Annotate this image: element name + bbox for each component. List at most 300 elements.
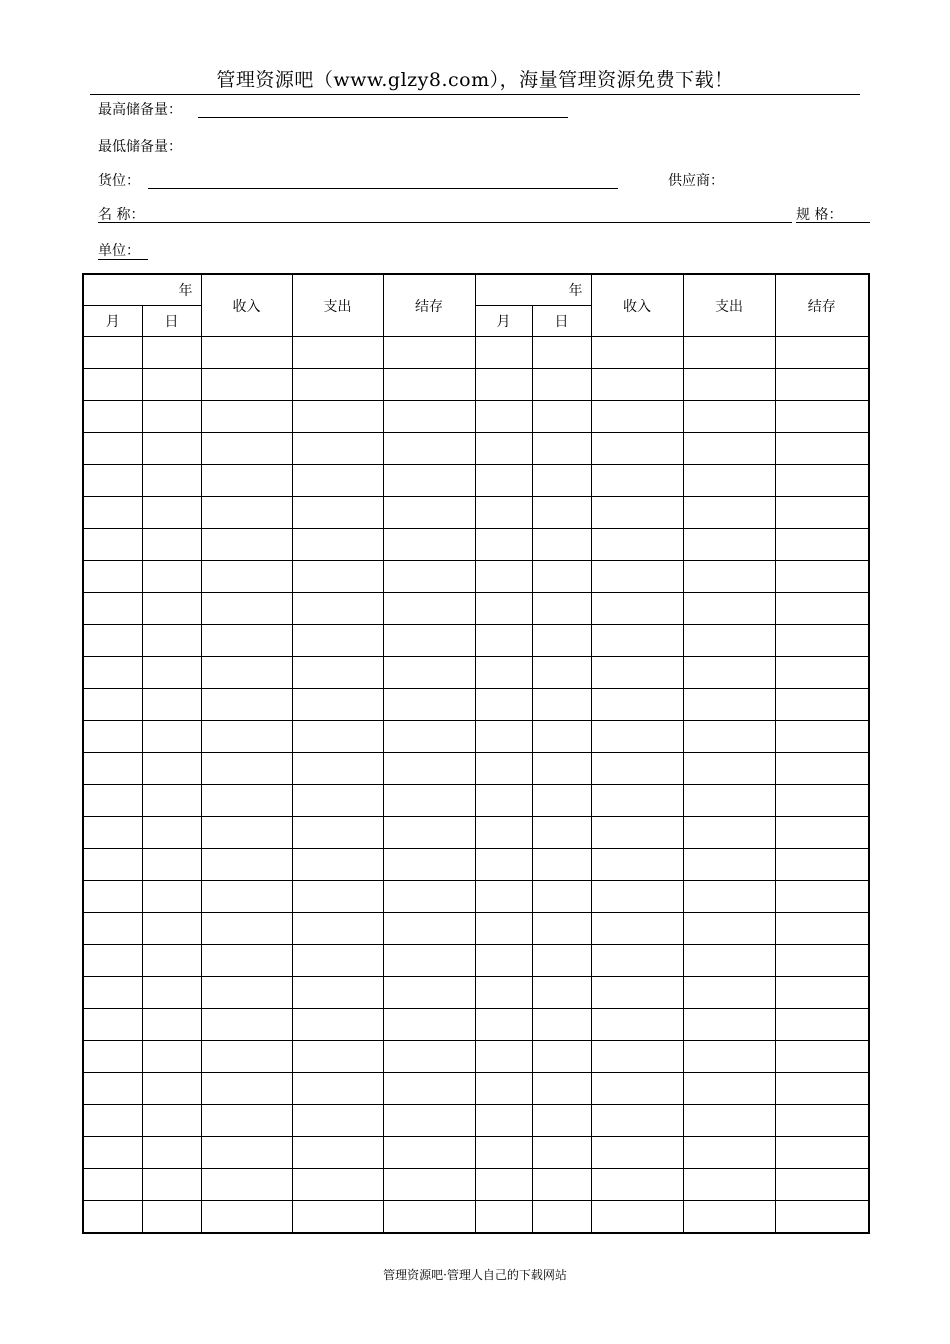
balance-cell[interactable] [775, 753, 869, 785]
income-cell[interactable] [201, 433, 292, 465]
day-cell[interactable] [142, 433, 201, 465]
expense-cell[interactable] [292, 593, 383, 625]
income-cell[interactable] [201, 945, 292, 977]
day-cell[interactable] [532, 785, 591, 817]
balance-cell[interactable] [383, 721, 475, 753]
income-cell[interactable] [201, 561, 292, 593]
income-cell[interactable] [591, 1009, 683, 1041]
balance-cell[interactable] [775, 529, 869, 561]
expense-cell[interactable] [683, 977, 775, 1009]
month-cell[interactable] [83, 1169, 142, 1201]
month-cell[interactable] [83, 433, 142, 465]
income-cell[interactable] [591, 433, 683, 465]
day-cell[interactable] [142, 465, 201, 497]
balance-header-right: 结存 [775, 274, 869, 337]
table-row [83, 1201, 869, 1234]
month-cell[interactable] [475, 1009, 532, 1041]
income-header-left: 收入 [201, 274, 292, 337]
expense-cell[interactable] [292, 1073, 383, 1105]
month-cell[interactable] [83, 561, 142, 593]
expense-cell[interactable] [292, 689, 383, 721]
balance-cell[interactable] [775, 1105, 869, 1137]
income-cell[interactable] [201, 881, 292, 913]
income-cell[interactable] [591, 1169, 683, 1201]
day-cell[interactable] [142, 1201, 201, 1234]
day-cell[interactable] [532, 529, 591, 561]
table-row [83, 529, 869, 561]
income-cell[interactable] [201, 977, 292, 1009]
expense-cell[interactable] [292, 849, 383, 881]
day-cell[interactable] [142, 977, 201, 1009]
month-cell[interactable] [83, 1201, 142, 1234]
month-cell[interactable] [83, 369, 142, 401]
expense-cell[interactable] [292, 1201, 383, 1234]
expense-cell[interactable] [683, 849, 775, 881]
expense-cell[interactable] [683, 401, 775, 433]
expense-cell[interactable] [683, 1201, 775, 1234]
month-cell[interactable] [83, 657, 142, 689]
month-cell[interactable] [83, 977, 142, 1009]
expense-cell[interactable] [292, 561, 383, 593]
month-cell[interactable] [475, 401, 532, 433]
month-cell[interactable] [83, 401, 142, 433]
income-cell[interactable] [201, 1169, 292, 1201]
expense-cell[interactable] [292, 433, 383, 465]
balance-cell[interactable] [383, 401, 475, 433]
income-cell[interactable] [201, 369, 292, 401]
expense-cell[interactable] [683, 561, 775, 593]
balance-cell[interactable] [383, 529, 475, 561]
month-cell[interactable] [475, 1137, 532, 1169]
expense-cell[interactable] [683, 657, 775, 689]
expense-cell[interactable] [292, 1137, 383, 1169]
day-cell[interactable] [142, 1137, 201, 1169]
day-cell[interactable] [532, 561, 591, 593]
balance-cell[interactable] [775, 593, 869, 625]
income-cell[interactable] [591, 817, 683, 849]
income-cell[interactable] [201, 849, 292, 881]
balance-cell[interactable] [383, 369, 475, 401]
balance-cell[interactable] [383, 785, 475, 817]
balance-cell[interactable] [775, 625, 869, 657]
income-cell[interactable] [201, 785, 292, 817]
day-cell[interactable] [532, 817, 591, 849]
month-cell[interactable] [475, 465, 532, 497]
balance-cell[interactable] [383, 753, 475, 785]
month-cell[interactable] [83, 913, 142, 945]
balance-cell[interactable] [775, 913, 869, 945]
income-cell[interactable] [201, 753, 292, 785]
day-cell[interactable] [532, 977, 591, 1009]
unit-label: 单位： [98, 243, 140, 259]
day-cell[interactable] [142, 849, 201, 881]
expense-cell[interactable] [292, 369, 383, 401]
expense-cell[interactable] [683, 1105, 775, 1137]
name-line [98, 222, 792, 223]
income-cell[interactable] [201, 1105, 292, 1137]
expense-cell[interactable] [683, 529, 775, 561]
month-cell[interactable] [83, 337, 142, 369]
expense-cell[interactable] [292, 465, 383, 497]
expense-cell[interactable] [292, 945, 383, 977]
income-cell[interactable] [201, 625, 292, 657]
balance-cell[interactable] [383, 1201, 475, 1234]
balance-cell[interactable] [775, 1009, 869, 1041]
table-row [83, 593, 869, 625]
month-cell[interactable] [83, 721, 142, 753]
day-cell[interactable] [532, 753, 591, 785]
month-cell[interactable] [475, 369, 532, 401]
balance-cell[interactable] [383, 849, 475, 881]
min-stock-label: 最低储备量： [98, 139, 182, 155]
day-cell[interactable] [532, 1137, 591, 1169]
income-cell[interactable] [201, 913, 292, 945]
day-cell[interactable] [532, 689, 591, 721]
month-cell[interactable] [83, 593, 142, 625]
month-cell[interactable] [475, 689, 532, 721]
month-cell[interactable] [83, 1009, 142, 1041]
income-cell[interactable] [201, 1009, 292, 1041]
balance-cell[interactable] [383, 1073, 475, 1105]
month-cell[interactable] [475, 1073, 532, 1105]
month-cell[interactable] [475, 977, 532, 1009]
month-cell[interactable] [475, 625, 532, 657]
balance-cell[interactable] [383, 433, 475, 465]
balance-cell[interactable] [383, 1009, 475, 1041]
expense-cell[interactable] [683, 817, 775, 849]
day-cell[interactable] [532, 1073, 591, 1105]
expense-cell[interactable] [292, 785, 383, 817]
day-cell[interactable] [142, 529, 201, 561]
day-cell[interactable] [532, 465, 591, 497]
balance-cell[interactable] [775, 785, 869, 817]
expense-cell[interactable] [292, 497, 383, 529]
income-cell[interactable] [201, 657, 292, 689]
day-cell[interactable] [142, 1073, 201, 1105]
balance-cell[interactable] [383, 657, 475, 689]
expense-cell[interactable] [683, 369, 775, 401]
day-cell[interactable] [532, 1201, 591, 1234]
income-cell[interactable] [201, 817, 292, 849]
day-cell[interactable] [142, 913, 201, 945]
balance-cell[interactable] [383, 1137, 475, 1169]
expense-cell[interactable] [292, 337, 383, 369]
expense-cell[interactable] [683, 625, 775, 657]
month-cell[interactable] [475, 337, 532, 369]
expense-cell[interactable] [683, 337, 775, 369]
expense-cell[interactable] [292, 1169, 383, 1201]
income-cell[interactable] [591, 721, 683, 753]
day-cell[interactable] [142, 1169, 201, 1201]
income-cell[interactable] [591, 1073, 683, 1105]
income-cell[interactable] [591, 1041, 683, 1073]
balance-cell[interactable] [383, 945, 475, 977]
income-cell[interactable] [591, 369, 683, 401]
expense-cell[interactable] [292, 401, 383, 433]
month-cell[interactable] [475, 593, 532, 625]
month-cell[interactable] [475, 817, 532, 849]
month-cell[interactable] [83, 465, 142, 497]
day-cell[interactable] [142, 1009, 201, 1041]
day-cell[interactable] [142, 721, 201, 753]
income-cell[interactable] [201, 529, 292, 561]
table-row [83, 465, 869, 497]
month-cell[interactable] [475, 657, 532, 689]
income-cell[interactable] [591, 561, 683, 593]
balance-cell[interactable] [775, 977, 869, 1009]
day-cell[interactable] [532, 881, 591, 913]
expense-header-left: 支出 [292, 274, 383, 337]
balance-cell[interactable] [775, 721, 869, 753]
balance-cell[interactable] [383, 337, 475, 369]
expense-cell[interactable] [292, 1009, 383, 1041]
balance-cell[interactable] [383, 689, 475, 721]
expense-cell[interactable] [683, 593, 775, 625]
expense-cell[interactable] [683, 881, 775, 913]
day-cell[interactable] [532, 945, 591, 977]
month-cell[interactable] [475, 881, 532, 913]
day-cell[interactable] [532, 1105, 591, 1137]
balance-cell[interactable] [775, 657, 869, 689]
balance-cell[interactable] [775, 1201, 869, 1234]
balance-cell[interactable] [775, 945, 869, 977]
income-cell[interactable] [591, 1137, 683, 1169]
income-cell[interactable] [201, 1041, 292, 1073]
day-cell[interactable] [532, 721, 591, 753]
income-cell[interactable] [591, 337, 683, 369]
month-cell[interactable] [475, 849, 532, 881]
income-cell[interactable] [201, 1073, 292, 1105]
income-cell[interactable] [591, 1105, 683, 1137]
day-cell[interactable] [142, 401, 201, 433]
expense-cell[interactable] [683, 1073, 775, 1105]
day-cell[interactable] [142, 497, 201, 529]
day-cell[interactable] [142, 1105, 201, 1137]
spec-line [796, 222, 870, 223]
month-cell[interactable] [83, 817, 142, 849]
table-row [83, 401, 869, 433]
day-cell[interactable] [142, 337, 201, 369]
income-cell[interactable] [591, 881, 683, 913]
expense-cell[interactable] [683, 465, 775, 497]
day-cell[interactable] [532, 497, 591, 529]
expense-cell[interactable] [683, 433, 775, 465]
day-cell[interactable] [532, 1009, 591, 1041]
month-cell[interactable] [83, 497, 142, 529]
month-header-left: 月 [83, 306, 142, 337]
day-cell[interactable] [142, 593, 201, 625]
expense-cell[interactable] [683, 753, 775, 785]
max-stock-line [198, 117, 568, 118]
month-cell[interactable] [475, 1105, 532, 1137]
balance-cell[interactable] [383, 817, 475, 849]
month-cell[interactable] [83, 1105, 142, 1137]
income-cell[interactable] [591, 657, 683, 689]
income-cell[interactable] [591, 465, 683, 497]
expense-cell[interactable] [683, 689, 775, 721]
income-cell[interactable] [201, 721, 292, 753]
month-cell[interactable] [83, 785, 142, 817]
day-cell[interactable] [532, 849, 591, 881]
month-cell[interactable] [475, 497, 532, 529]
month-cell[interactable] [475, 529, 532, 561]
balance-cell[interactable] [383, 465, 475, 497]
balance-cell[interactable] [383, 977, 475, 1009]
balance-cell[interactable] [383, 625, 475, 657]
day-cell[interactable] [142, 945, 201, 977]
expense-cell[interactable] [292, 657, 383, 689]
income-cell[interactable] [201, 593, 292, 625]
year-header-left: 年 [83, 274, 201, 306]
expense-cell[interactable] [683, 721, 775, 753]
income-cell[interactable] [201, 497, 292, 529]
expense-cell[interactable] [683, 1137, 775, 1169]
day-cell[interactable] [142, 369, 201, 401]
balance-cell[interactable] [383, 913, 475, 945]
income-cell[interactable] [201, 401, 292, 433]
income-cell[interactable] [201, 465, 292, 497]
month-cell[interactable] [83, 1137, 142, 1169]
day-cell[interactable] [142, 881, 201, 913]
expense-cell[interactable] [292, 753, 383, 785]
table-row [83, 945, 869, 977]
income-cell[interactable] [591, 401, 683, 433]
balance-cell[interactable] [383, 881, 475, 913]
day-cell[interactable] [142, 561, 201, 593]
expense-cell[interactable] [683, 497, 775, 529]
table-header-row-1 [83, 274, 869, 306]
month-cell[interactable] [475, 721, 532, 753]
day-cell[interactable] [532, 657, 591, 689]
month-cell[interactable] [475, 1201, 532, 1234]
month-cell[interactable] [83, 945, 142, 977]
balance-cell[interactable] [775, 337, 869, 369]
expense-cell[interactable] [292, 817, 383, 849]
day-cell[interactable] [142, 753, 201, 785]
day-cell[interactable] [142, 1041, 201, 1073]
income-cell[interactable] [591, 785, 683, 817]
day-cell[interactable] [532, 401, 591, 433]
day-cell[interactable] [142, 625, 201, 657]
month-cell[interactable] [83, 689, 142, 721]
month-cell[interactable] [83, 753, 142, 785]
balance-cell[interactable] [383, 497, 475, 529]
income-cell[interactable] [591, 593, 683, 625]
month-cell[interactable] [475, 945, 532, 977]
table-row [83, 369, 869, 401]
income-cell[interactable] [591, 849, 683, 881]
expense-cell[interactable] [292, 1041, 383, 1073]
month-cell[interactable] [475, 433, 532, 465]
month-cell[interactable] [475, 753, 532, 785]
income-cell[interactable] [591, 977, 683, 1009]
day-cell[interactable] [142, 817, 201, 849]
day-cell[interactable] [532, 337, 591, 369]
balance-cell[interactable] [775, 1137, 869, 1169]
balance-cell[interactable] [775, 817, 869, 849]
expense-cell[interactable] [683, 1009, 775, 1041]
income-cell[interactable] [591, 753, 683, 785]
income-cell[interactable] [591, 625, 683, 657]
balance-cell[interactable] [383, 1041, 475, 1073]
month-cell[interactable] [475, 1041, 532, 1073]
expense-cell[interactable] [683, 785, 775, 817]
balance-cell[interactable] [775, 465, 869, 497]
month-cell[interactable] [83, 881, 142, 913]
day-cell[interactable] [532, 913, 591, 945]
month-cell[interactable] [475, 1169, 532, 1201]
expense-cell[interactable] [292, 977, 383, 1009]
month-cell[interactable] [475, 913, 532, 945]
balance-cell[interactable] [775, 1169, 869, 1201]
day-cell[interactable] [142, 785, 201, 817]
day-cell[interactable] [142, 657, 201, 689]
balance-cell[interactable] [775, 561, 869, 593]
income-cell[interactable] [201, 689, 292, 721]
expense-cell[interactable] [292, 1105, 383, 1137]
balance-cell[interactable] [775, 497, 869, 529]
day-cell[interactable] [532, 1041, 591, 1073]
balance-cell[interactable] [775, 689, 869, 721]
month-cell[interactable] [83, 1073, 142, 1105]
expense-cell[interactable] [683, 945, 775, 977]
month-cell[interactable] [83, 529, 142, 561]
month-cell[interactable] [83, 625, 142, 657]
income-cell[interactable] [201, 1201, 292, 1234]
income-cell[interactable] [201, 337, 292, 369]
month-cell[interactable] [475, 561, 532, 593]
day-cell[interactable] [532, 369, 591, 401]
max-stock-label: 最高储备量： [98, 102, 182, 118]
income-cell[interactable] [591, 1201, 683, 1234]
balance-cell[interactable] [775, 369, 869, 401]
balance-cell[interactable] [383, 1169, 475, 1201]
income-cell[interactable] [591, 913, 683, 945]
income-cell[interactable] [591, 689, 683, 721]
day-cell[interactable] [532, 625, 591, 657]
balance-cell[interactable] [383, 561, 475, 593]
day-cell[interactable] [142, 689, 201, 721]
balance-cell[interactable] [775, 433, 869, 465]
balance-cell[interactable] [775, 1073, 869, 1105]
month-cell[interactable] [83, 849, 142, 881]
expense-cell[interactable] [683, 1041, 775, 1073]
month-cell[interactable] [475, 785, 532, 817]
month-cell[interactable] [83, 1041, 142, 1073]
expense-cell[interactable] [683, 1169, 775, 1201]
expense-cell[interactable] [292, 529, 383, 561]
balance-cell[interactable] [383, 593, 475, 625]
income-cell[interactable] [591, 497, 683, 529]
expense-cell[interactable] [292, 625, 383, 657]
expense-cell[interactable] [292, 881, 383, 913]
expense-cell[interactable] [292, 721, 383, 753]
day-cell[interactable] [532, 1169, 591, 1201]
income-cell[interactable] [201, 1137, 292, 1169]
balance-cell[interactable] [775, 849, 869, 881]
income-cell[interactable] [591, 529, 683, 561]
balance-cell[interactable] [775, 401, 869, 433]
day-cell[interactable] [532, 593, 591, 625]
expense-cell[interactable] [683, 913, 775, 945]
balance-header-left: 结存 [383, 274, 475, 337]
balance-cell[interactable] [775, 1041, 869, 1073]
day-cell[interactable] [532, 433, 591, 465]
income-cell[interactable] [591, 945, 683, 977]
balance-cell[interactable] [775, 881, 869, 913]
balance-cell[interactable] [383, 1105, 475, 1137]
expense-cell[interactable] [292, 913, 383, 945]
